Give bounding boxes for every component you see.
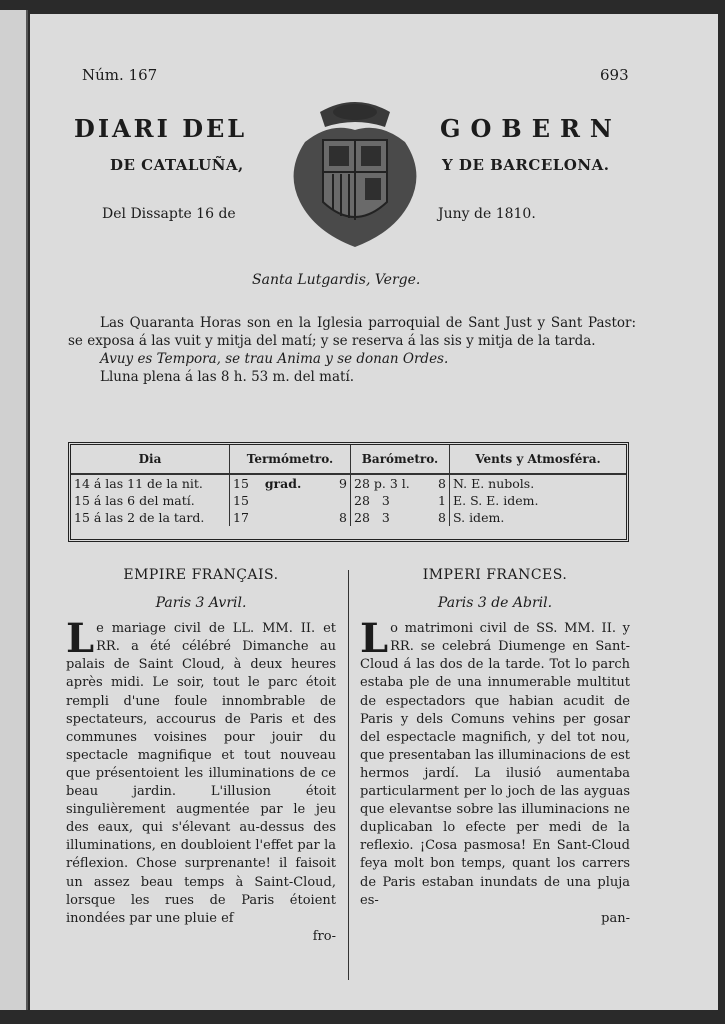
issue-number: Núm. 167 <box>82 66 158 84</box>
weather-row <box>71 509 626 526</box>
notice-tempora: Avuy es Tempora, se trau Anima y se donan Ordes. <box>100 351 449 367</box>
weather-day: 14 á las 11 de la nit. <box>74 476 203 491</box>
page-number: 693 <box>600 66 629 84</box>
column-divider <box>348 570 349 980</box>
date-left: Del Dissapte 16 de <box>102 206 236 222</box>
weather-table <box>68 442 629 542</box>
catchword: pan- <box>601 910 630 926</box>
weather-wind: N. E. nubols. <box>450 474 627 492</box>
left-column-french <box>66 566 336 946</box>
weather-therm: 17 8 <box>230 509 351 526</box>
catchword: fro- <box>312 928 336 944</box>
masthead-title-left: DIARI DEL <box>74 114 248 143</box>
article-text: Le mariage civil de LL. MM. II. et RR. a été célébré Dimanche au palais de Saint Cloud, à deux heures après midi. Le soir, tout le parc étoit rempli d'une foule innombrable de spectateurs, accourus de Paris et des communes voisines pour jouir du spectacle magnifique et tout nouveau que présentoient les illuminations de ce beau jardin. L'illusion étoit singulièrement augmentée par le jeu des eaux, qui s'élevant au-dessus des illuminations, en doubloient l'effet par la réflexion. Chose surprenante! il faisoit un assez beau temps à Saint-Cloud, lorsque les rues de Paris étoient inondées par une pluie ef <box>66 615 336 926</box>
notice-lluna: Lluna plena á las 8 h. 53 m. del matí. <box>100 369 355 385</box>
weather-header-barometro: Barómetro. <box>351 445 450 474</box>
weather-bar: 28 3 8 <box>351 509 450 526</box>
masthead-subtitle-right: Y DE BARCELONA. <box>442 156 610 174</box>
notice-quaranta-horas: Las Quaranta Horas son en la Iglesia parroquial de Sant Just y Sant Pastor: se exposa á las vuit y mitja del matí; y se reserva á las sis y mitja de la tarda. <box>68 315 636 349</box>
right-column-catalan <box>360 566 630 928</box>
newspaper-page <box>30 14 718 1010</box>
weather-wind: E. S. E. idem. <box>450 492 627 509</box>
weather-day: 15 á las 6 del matí. <box>74 493 195 508</box>
masthead-title-right: GOBERN <box>440 114 622 143</box>
weather-therm: 15 <box>230 492 351 509</box>
column-dateline: Paris 3 de Abril. <box>437 595 553 612</box>
weather-wind: S. idem. <box>450 509 627 526</box>
weather-bar: 28 p. 3 l. 8 <box>351 474 450 492</box>
weather-header-vents: Vents y Atmosféra. <box>450 445 627 474</box>
weather-day: 15 á las 2 de la tard. <box>74 510 205 525</box>
column-heading: IMPERI FRANCES. <box>422 567 568 583</box>
column-dateline: Paris 3 Avril. <box>155 595 247 612</box>
weather-bar: 28 3 1 <box>351 492 450 509</box>
weather-row <box>71 492 626 509</box>
masthead-subtitle-left: DE CATALUÑA, <box>110 156 244 174</box>
date-right: Juny de 1810. <box>438 206 536 222</box>
weather-header-termometro: Termómetro. <box>230 445 351 474</box>
drop-cap: L <box>360 615 389 663</box>
coat-of-arms-emblem <box>285 92 425 252</box>
weather-header-dia: Dia <box>71 445 230 474</box>
saint-of-day: Santa Lutgardis, Verge. <box>252 272 421 288</box>
drop-cap: L <box>66 615 95 663</box>
daily-notice <box>68 314 636 386</box>
column-heading: EMPIRE FRANÇAIS. <box>123 567 279 583</box>
article-text: Lo matrimoni civil de SS. MM. II. y RR. se celebrá Diumenge en Sant-Cloud á las dos de la tarde. Tot lo parch estaba ple de una innumerable multitut de espectadors que habian acudit de Paris y dels Comuns vehins per gosar del espectacle magnifich, y del tot nou, que presentaban las illuminacions de est hermos jardí. La ilusió aumentaba particularment per lo joch de las ayguas que elevantse sobre las illuminacions ne duplicaban lo efecte per medi de la reflexio. ¡Cosa pasmosa! En Sant-Cloud feya molt bon temps, quant los carrers de Paris estaban inundats de una pluja es- <box>360 615 630 908</box>
weather-row <box>71 474 626 492</box>
weather-therm: 15 grad. 9 <box>230 474 351 492</box>
facing-page-edge <box>0 10 28 1010</box>
